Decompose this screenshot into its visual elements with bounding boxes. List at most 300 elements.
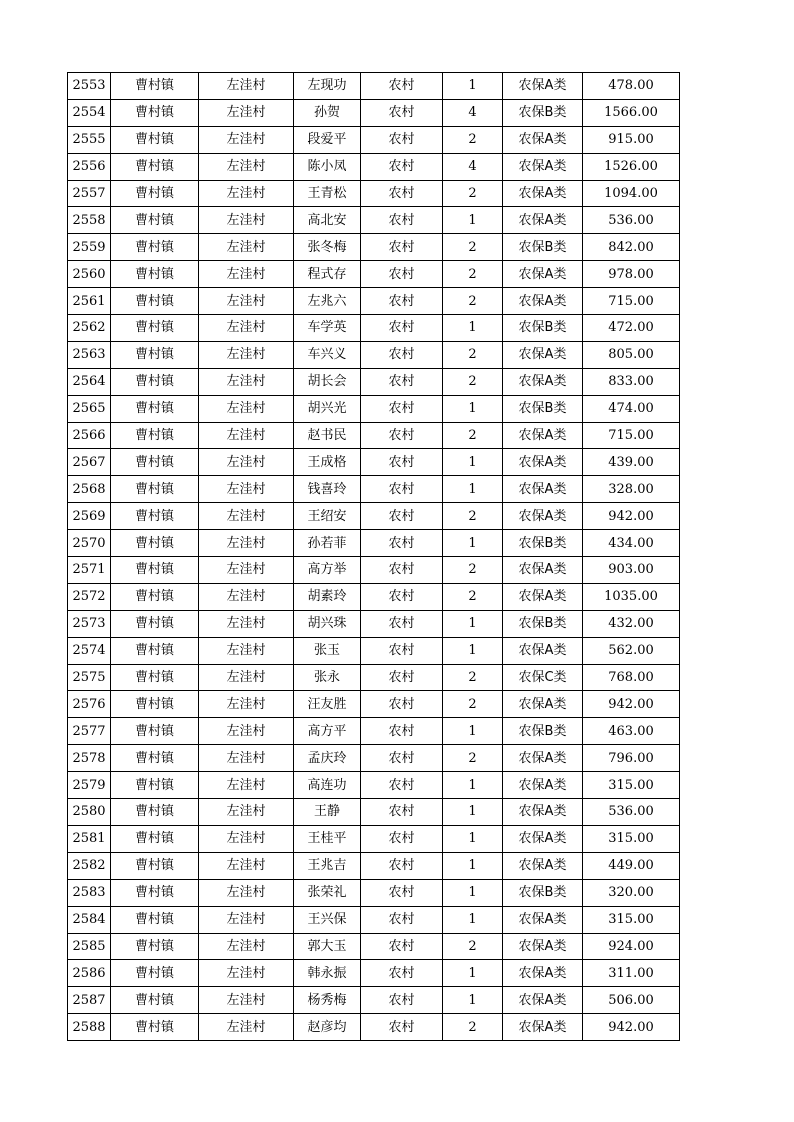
cell-village: 左洼村 (199, 987, 294, 1014)
cell-person-name: 高方平 (294, 718, 361, 745)
cell-serial-number: 2561 (68, 288, 111, 315)
cell-household-type: 农村 (361, 691, 443, 718)
cell-insurance-category: 农保A类 (503, 557, 583, 584)
cell-amount: 506.00 (583, 987, 680, 1014)
table-row (68, 395, 680, 422)
cell-insurance-category: 农保A类 (503, 180, 583, 207)
cell-member-count: 2 (443, 557, 503, 584)
cell-member-count: 1 (443, 906, 503, 933)
cell-serial-number: 2560 (68, 261, 111, 288)
cell-town: 曹村镇 (111, 126, 199, 153)
cell-household-type: 农村 (361, 610, 443, 637)
cell-serial-number: 2570 (68, 530, 111, 557)
cell-amount: 1566.00 (583, 99, 680, 126)
cell-member-count: 2 (443, 368, 503, 395)
cell-person-name: 王绍安 (294, 503, 361, 530)
cell-town: 曹村镇 (111, 153, 199, 180)
table-row (68, 637, 680, 664)
cell-household-type: 农村 (361, 73, 443, 100)
cell-village: 左洼村 (199, 745, 294, 772)
cell-insurance-category: 农保A类 (503, 449, 583, 476)
cell-town: 曹村镇 (111, 73, 199, 100)
cell-serial-number: 2577 (68, 718, 111, 745)
cell-amount: 536.00 (583, 799, 680, 826)
cell-town: 曹村镇 (111, 288, 199, 315)
cell-serial-number: 2563 (68, 341, 111, 368)
cell-amount: 311.00 (583, 960, 680, 987)
cell-town: 曹村镇 (111, 530, 199, 557)
cell-member-count: 2 (443, 126, 503, 153)
cell-serial-number: 2562 (68, 315, 111, 342)
cell-amount: 434.00 (583, 530, 680, 557)
cell-insurance-category: 农保A类 (503, 637, 583, 664)
cell-person-name: 孙贺 (294, 99, 361, 126)
cell-town: 曹村镇 (111, 261, 199, 288)
cell-member-count: 1 (443, 449, 503, 476)
table-row (68, 664, 680, 691)
cell-village: 左洼村 (199, 906, 294, 933)
cell-household-type: 农村 (361, 906, 443, 933)
cell-town: 曹村镇 (111, 476, 199, 503)
cell-village: 左洼村 (199, 73, 294, 100)
cell-serial-number: 2566 (68, 422, 111, 449)
cell-amount: 796.00 (583, 745, 680, 772)
cell-village: 左洼村 (199, 1014, 294, 1041)
table-row (68, 126, 680, 153)
cell-person-name: 王青松 (294, 180, 361, 207)
cell-amount: 942.00 (583, 691, 680, 718)
table-row (68, 906, 680, 933)
cell-insurance-category: 农保A类 (503, 933, 583, 960)
cell-insurance-category: 农保A类 (503, 906, 583, 933)
table-row (68, 180, 680, 207)
cell-amount: 1526.00 (583, 153, 680, 180)
cell-amount: 942.00 (583, 503, 680, 530)
cell-household-type: 农村 (361, 315, 443, 342)
cell-person-name: 孟庆玲 (294, 745, 361, 772)
cell-serial-number: 2555 (68, 126, 111, 153)
cell-household-type: 农村 (361, 126, 443, 153)
cell-amount: 942.00 (583, 1014, 680, 1041)
cell-serial-number: 2573 (68, 610, 111, 637)
cell-serial-number: 2588 (68, 1014, 111, 1041)
cell-member-count: 2 (443, 503, 503, 530)
cell-member-count: 1 (443, 718, 503, 745)
cell-household-type: 农村 (361, 341, 443, 368)
cell-insurance-category: 农保B类 (503, 530, 583, 557)
table-row (68, 745, 680, 772)
cell-amount: 315.00 (583, 772, 680, 799)
cell-person-name: 车兴义 (294, 341, 361, 368)
cell-household-type: 农村 (361, 153, 443, 180)
cell-member-count: 1 (443, 315, 503, 342)
cell-insurance-category: 农保A类 (503, 583, 583, 610)
table-row (68, 476, 680, 503)
cell-amount: 805.00 (583, 341, 680, 368)
cell-person-name: 胡长会 (294, 368, 361, 395)
cell-town: 曹村镇 (111, 557, 199, 584)
cell-member-count: 1 (443, 987, 503, 1014)
cell-member-count: 1 (443, 960, 503, 987)
cell-person-name: 钱喜玲 (294, 476, 361, 503)
cell-amount: 715.00 (583, 288, 680, 315)
cell-town: 曹村镇 (111, 422, 199, 449)
table-row (68, 261, 680, 288)
cell-person-name: 王静 (294, 799, 361, 826)
table-row (68, 557, 680, 584)
cell-person-name: 高北安 (294, 207, 361, 234)
cell-amount: 315.00 (583, 825, 680, 852)
cell-member-count: 1 (443, 207, 503, 234)
table-row (68, 987, 680, 1014)
table-row (68, 691, 680, 718)
cell-person-name: 王兴保 (294, 906, 361, 933)
cell-village: 左洼村 (199, 825, 294, 852)
cell-town: 曹村镇 (111, 234, 199, 261)
table-row (68, 341, 680, 368)
cell-person-name: 赵彦均 (294, 1014, 361, 1041)
cell-person-name: 韩永振 (294, 960, 361, 987)
subsidy-roster-table (67, 72, 680, 1041)
cell-household-type: 农村 (361, 1014, 443, 1041)
cell-person-name: 张玉 (294, 637, 361, 664)
cell-insurance-category: 农保A类 (503, 261, 583, 288)
cell-village: 左洼村 (199, 664, 294, 691)
cell-serial-number: 2581 (68, 825, 111, 852)
cell-serial-number: 2585 (68, 933, 111, 960)
cell-village: 左洼村 (199, 933, 294, 960)
cell-insurance-category: 农保A类 (503, 153, 583, 180)
table-row (68, 207, 680, 234)
cell-member-count: 1 (443, 825, 503, 852)
cell-town: 曹村镇 (111, 315, 199, 342)
cell-village: 左洼村 (199, 637, 294, 664)
cell-person-name: 胡素玲 (294, 583, 361, 610)
cell-town: 曹村镇 (111, 180, 199, 207)
cell-person-name: 张冬梅 (294, 234, 361, 261)
cell-member-count: 4 (443, 153, 503, 180)
cell-insurance-category: 农保A类 (503, 126, 583, 153)
cell-person-name: 赵书民 (294, 422, 361, 449)
cell-person-name: 陈小凤 (294, 153, 361, 180)
table-row (68, 449, 680, 476)
cell-insurance-category: 农保B类 (503, 315, 583, 342)
cell-town: 曹村镇 (111, 987, 199, 1014)
cell-person-name: 杨秀梅 (294, 987, 361, 1014)
cell-village: 左洼村 (199, 718, 294, 745)
cell-household-type: 农村 (361, 99, 443, 126)
cell-person-name: 王兆吉 (294, 852, 361, 879)
cell-insurance-category: 农保A类 (503, 476, 583, 503)
cell-town: 曹村镇 (111, 960, 199, 987)
cell-insurance-category: 农保A类 (503, 73, 583, 100)
cell-member-count: 1 (443, 610, 503, 637)
table-row (68, 933, 680, 960)
cell-town: 曹村镇 (111, 341, 199, 368)
cell-village: 左洼村 (199, 852, 294, 879)
cell-serial-number: 2571 (68, 557, 111, 584)
cell-household-type: 农村 (361, 503, 443, 530)
cell-household-type: 农村 (361, 879, 443, 906)
cell-village: 左洼村 (199, 99, 294, 126)
cell-member-count: 2 (443, 341, 503, 368)
cell-town: 曹村镇 (111, 449, 199, 476)
cell-serial-number: 2586 (68, 960, 111, 987)
cell-insurance-category: 农保A类 (503, 960, 583, 987)
cell-amount: 478.00 (583, 73, 680, 100)
cell-town: 曹村镇 (111, 852, 199, 879)
table-row (68, 368, 680, 395)
cell-village: 左洼村 (199, 530, 294, 557)
table-row (68, 234, 680, 261)
cell-village: 左洼村 (199, 153, 294, 180)
cell-household-type: 农村 (361, 261, 443, 288)
cell-village: 左洼村 (199, 180, 294, 207)
cell-village: 左洼村 (199, 960, 294, 987)
cell-member-count: 1 (443, 879, 503, 906)
cell-household-type: 农村 (361, 583, 443, 610)
cell-insurance-category: 农保A类 (503, 825, 583, 852)
cell-amount: 1094.00 (583, 180, 680, 207)
cell-insurance-category: 农保A类 (503, 368, 583, 395)
cell-insurance-category: 农保A类 (503, 691, 583, 718)
cell-serial-number: 2569 (68, 503, 111, 530)
cell-member-count: 4 (443, 99, 503, 126)
cell-household-type: 农村 (361, 987, 443, 1014)
table-row (68, 583, 680, 610)
cell-amount: 768.00 (583, 664, 680, 691)
cell-insurance-category: 农保B类 (503, 879, 583, 906)
cell-member-count: 1 (443, 476, 503, 503)
cell-insurance-category: 农保B类 (503, 99, 583, 126)
cell-insurance-category: 农保B类 (503, 395, 583, 422)
cell-serial-number: 2579 (68, 772, 111, 799)
cell-amount: 449.00 (583, 852, 680, 879)
cell-amount: 833.00 (583, 368, 680, 395)
cell-village: 左洼村 (199, 288, 294, 315)
cell-amount: 474.00 (583, 395, 680, 422)
cell-insurance-category: 农保B类 (503, 718, 583, 745)
cell-amount: 978.00 (583, 261, 680, 288)
cell-member-count: 1 (443, 73, 503, 100)
cell-serial-number: 2558 (68, 207, 111, 234)
cell-amount: 903.00 (583, 557, 680, 584)
cell-town: 曹村镇 (111, 906, 199, 933)
cell-insurance-category: 农保A类 (503, 1014, 583, 1041)
cell-serial-number: 2580 (68, 799, 111, 826)
cell-member-count: 2 (443, 422, 503, 449)
cell-serial-number: 2554 (68, 99, 111, 126)
cell-serial-number: 2553 (68, 73, 111, 100)
cell-serial-number: 2582 (68, 852, 111, 879)
cell-person-name: 张荣礼 (294, 879, 361, 906)
cell-village: 左洼村 (199, 126, 294, 153)
cell-village: 左洼村 (199, 476, 294, 503)
cell-village: 左洼村 (199, 341, 294, 368)
cell-amount: 328.00 (583, 476, 680, 503)
cell-insurance-category: 农保A类 (503, 852, 583, 879)
cell-household-type: 农村 (361, 664, 443, 691)
cell-household-type: 农村 (361, 933, 443, 960)
cell-household-type: 农村 (361, 772, 443, 799)
cell-town: 曹村镇 (111, 691, 199, 718)
cell-village: 左洼村 (199, 879, 294, 906)
cell-household-type: 农村 (361, 637, 443, 664)
cell-person-name: 郭大玉 (294, 933, 361, 960)
cell-household-type: 农村 (361, 852, 443, 879)
cell-serial-number: 2568 (68, 476, 111, 503)
table-row (68, 852, 680, 879)
cell-village: 左洼村 (199, 422, 294, 449)
cell-village: 左洼村 (199, 610, 294, 637)
cell-town: 曹村镇 (111, 610, 199, 637)
table-row (68, 960, 680, 987)
cell-town: 曹村镇 (111, 368, 199, 395)
cell-amount: 463.00 (583, 718, 680, 745)
cell-person-name: 胡兴珠 (294, 610, 361, 637)
cell-insurance-category: 农保B类 (503, 234, 583, 261)
cell-village: 左洼村 (199, 691, 294, 718)
cell-household-type: 农村 (361, 449, 443, 476)
cell-amount: 439.00 (583, 449, 680, 476)
cell-member-count: 1 (443, 772, 503, 799)
cell-serial-number: 2583 (68, 879, 111, 906)
cell-member-count: 2 (443, 583, 503, 610)
cell-member-count: 2 (443, 180, 503, 207)
cell-household-type: 农村 (361, 395, 443, 422)
cell-member-count: 1 (443, 395, 503, 422)
cell-village: 左洼村 (199, 772, 294, 799)
cell-town: 曹村镇 (111, 745, 199, 772)
cell-person-name: 程式存 (294, 261, 361, 288)
cell-household-type: 农村 (361, 745, 443, 772)
cell-household-type: 农村 (361, 799, 443, 826)
cell-town: 曹村镇 (111, 772, 199, 799)
cell-village: 左洼村 (199, 503, 294, 530)
cell-household-type: 农村 (361, 368, 443, 395)
cell-serial-number: 2576 (68, 691, 111, 718)
table-row (68, 610, 680, 637)
cell-household-type: 农村 (361, 288, 443, 315)
cell-person-name: 张永 (294, 664, 361, 691)
cell-town: 曹村镇 (111, 1014, 199, 1041)
table-row (68, 718, 680, 745)
cell-person-name: 高方举 (294, 557, 361, 584)
cell-amount: 320.00 (583, 879, 680, 906)
cell-household-type: 农村 (361, 557, 443, 584)
cell-member-count: 2 (443, 745, 503, 772)
cell-village: 左洼村 (199, 799, 294, 826)
cell-town: 曹村镇 (111, 395, 199, 422)
cell-person-name: 王成格 (294, 449, 361, 476)
cell-serial-number: 2584 (68, 906, 111, 933)
cell-insurance-category: 农保A类 (503, 207, 583, 234)
cell-village: 左洼村 (199, 315, 294, 342)
cell-town: 曹村镇 (111, 583, 199, 610)
table-row (68, 879, 680, 906)
cell-village: 左洼村 (199, 261, 294, 288)
cell-village: 左洼村 (199, 234, 294, 261)
cell-serial-number: 2578 (68, 745, 111, 772)
cell-person-name: 汪友胜 (294, 691, 361, 718)
cell-amount: 1035.00 (583, 583, 680, 610)
table-body (68, 73, 680, 1041)
cell-serial-number: 2575 (68, 664, 111, 691)
table-row (68, 315, 680, 342)
cell-town: 曹村镇 (111, 637, 199, 664)
cell-member-count: 1 (443, 799, 503, 826)
cell-town: 曹村镇 (111, 503, 199, 530)
table-row (68, 1014, 680, 1041)
cell-household-type: 农村 (361, 234, 443, 261)
cell-person-name: 左现功 (294, 73, 361, 100)
cell-insurance-category: 农保C类 (503, 664, 583, 691)
cell-insurance-category: 农保A类 (503, 799, 583, 826)
cell-person-name: 车学英 (294, 315, 361, 342)
cell-member-count: 1 (443, 852, 503, 879)
cell-member-count: 2 (443, 664, 503, 691)
cell-person-name: 胡兴光 (294, 395, 361, 422)
cell-person-name: 王桂平 (294, 825, 361, 852)
cell-person-name: 孙若菲 (294, 530, 361, 557)
cell-village: 左洼村 (199, 207, 294, 234)
cell-town: 曹村镇 (111, 799, 199, 826)
cell-town: 曹村镇 (111, 207, 199, 234)
table-row (68, 73, 680, 100)
cell-member-count: 1 (443, 530, 503, 557)
cell-amount: 842.00 (583, 234, 680, 261)
table-row (68, 772, 680, 799)
cell-insurance-category: 农保A类 (503, 987, 583, 1014)
cell-amount: 432.00 (583, 610, 680, 637)
cell-household-type: 农村 (361, 180, 443, 207)
cell-insurance-category: 农保A类 (503, 772, 583, 799)
cell-amount: 315.00 (583, 906, 680, 933)
cell-town: 曹村镇 (111, 718, 199, 745)
cell-town: 曹村镇 (111, 664, 199, 691)
cell-amount: 915.00 (583, 126, 680, 153)
cell-member-count: 2 (443, 933, 503, 960)
cell-serial-number: 2559 (68, 234, 111, 261)
cell-serial-number: 2557 (68, 180, 111, 207)
cell-member-count: 2 (443, 691, 503, 718)
cell-amount: 536.00 (583, 207, 680, 234)
cell-insurance-category: 农保B类 (503, 610, 583, 637)
cell-village: 左洼村 (199, 583, 294, 610)
cell-household-type: 农村 (361, 530, 443, 557)
cell-village: 左洼村 (199, 557, 294, 584)
table-row (68, 288, 680, 315)
cell-serial-number: 2572 (68, 583, 111, 610)
table-row (68, 799, 680, 826)
cell-serial-number: 2564 (68, 368, 111, 395)
cell-household-type: 农村 (361, 207, 443, 234)
cell-member-count: 2 (443, 261, 503, 288)
table-row (68, 99, 680, 126)
table-row (68, 503, 680, 530)
cell-member-count: 1 (443, 637, 503, 664)
cell-household-type: 农村 (361, 825, 443, 852)
cell-person-name: 段爱平 (294, 126, 361, 153)
cell-amount: 472.00 (583, 315, 680, 342)
cell-person-name: 左兆六 (294, 288, 361, 315)
cell-town: 曹村镇 (111, 825, 199, 852)
cell-serial-number: 2567 (68, 449, 111, 476)
cell-insurance-category: 农保A类 (503, 503, 583, 530)
cell-member-count: 2 (443, 234, 503, 261)
cell-serial-number: 2565 (68, 395, 111, 422)
cell-town: 曹村镇 (111, 933, 199, 960)
